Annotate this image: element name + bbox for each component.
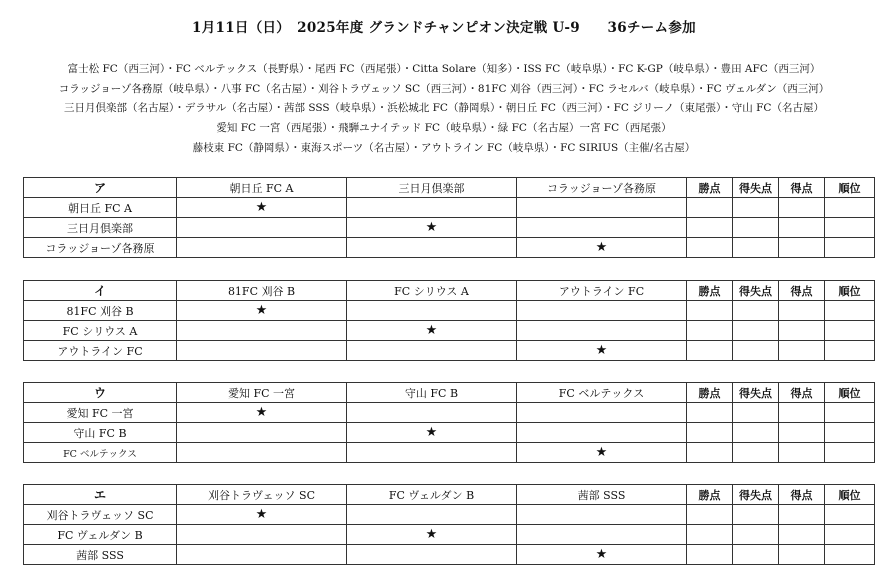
stat-cell (733, 403, 779, 423)
result-cell (347, 238, 517, 258)
result-cell (517, 525, 687, 545)
opponent-header: コラッジョーゾ各務原 (517, 178, 687, 198)
opponent-header: 愛知 FC 一宮 (177, 383, 347, 403)
self-match-star: ★ (347, 525, 517, 545)
group-header-row (24, 485, 875, 505)
stat-cell (687, 505, 733, 525)
self-match-star: ★ (177, 403, 347, 423)
team-name: FC シリウス A (24, 321, 177, 341)
stat-cell (825, 403, 875, 423)
result-cell (177, 341, 347, 361)
group-header-row (24, 178, 875, 198)
stat-cell (733, 321, 779, 341)
group-header-row (24, 383, 875, 403)
table-row (24, 545, 875, 565)
stat-cell (825, 321, 875, 341)
stat-cell (733, 545, 779, 565)
stat-cell (779, 238, 825, 258)
goal-difference-header: 得失点 (733, 178, 779, 198)
result-cell (177, 218, 347, 238)
result-cell (347, 198, 517, 218)
result-cell (347, 403, 517, 423)
stat-cell (733, 218, 779, 238)
result-cell (517, 505, 687, 525)
table-row (24, 301, 875, 321)
stat-cell (825, 218, 875, 238)
stat-cell (779, 341, 825, 361)
team-name: 守山 FC B (24, 423, 177, 443)
stat-cell (779, 545, 825, 565)
stat-cell (687, 403, 733, 423)
stat-cell (687, 545, 733, 565)
group-name: ウ (24, 383, 177, 403)
rank-header: 順位 (825, 281, 875, 301)
team-name: 朝日丘 FC A (24, 198, 177, 218)
stat-cell (825, 545, 875, 565)
table-row (24, 423, 875, 443)
result-cell (177, 238, 347, 258)
stat-cell (687, 341, 733, 361)
stat-cell (779, 525, 825, 545)
opponent-header: FC ヴェルダン B (347, 485, 517, 505)
opponent-header: 三日月倶楽部 (347, 178, 517, 198)
stat-cell (733, 423, 779, 443)
stat-cell (825, 423, 875, 443)
group-table-u (23, 382, 875, 463)
team-name: FC ベルテックス (24, 443, 177, 463)
rank-header: 順位 (825, 178, 875, 198)
stat-cell (779, 403, 825, 423)
stat-cell (779, 505, 825, 525)
result-cell (347, 341, 517, 361)
stat-cell (733, 341, 779, 361)
stat-cell (779, 218, 825, 238)
opponent-header: 守山 FC B (347, 383, 517, 403)
teams-line: コラッジョーゾ各務原（岐阜県）・八事 FC（名古屋）・刈谷トラヴェッソ SC（西三河）・81FC 刈谷（西三河）・FC ラセルバ（岐阜県）・FC ヴェルダン（西三河） (58, 82, 830, 95)
result-cell (517, 301, 687, 321)
group-name: イ (24, 281, 177, 301)
result-cell (517, 198, 687, 218)
team-name: 茜部 SSS (24, 545, 177, 565)
rank-header: 順位 (825, 383, 875, 403)
result-cell (347, 301, 517, 321)
self-match-star: ★ (347, 218, 517, 238)
goals-header: 得点 (779, 281, 825, 301)
group-table-i (23, 280, 875, 361)
opponent-header: 81FC 刈谷 B (177, 281, 347, 301)
table-row (24, 341, 875, 361)
table-row (24, 238, 875, 258)
self-match-star: ★ (347, 321, 517, 341)
result-cell (347, 443, 517, 463)
team-name: コラッジョーゾ各務原 (24, 238, 177, 258)
stat-cell (825, 341, 875, 361)
stat-cell (825, 301, 875, 321)
stat-cell (733, 301, 779, 321)
self-match-star: ★ (177, 198, 347, 218)
self-match-star: ★ (517, 341, 687, 361)
stat-cell (687, 198, 733, 218)
group-table-e (23, 484, 875, 565)
team-name: 三日月倶楽部 (24, 218, 177, 238)
goal-difference-header: 得失点 (733, 383, 779, 403)
self-match-star: ★ (177, 505, 347, 525)
group-name: エ (24, 485, 177, 505)
goals-header: 得点 (779, 485, 825, 505)
table-row (24, 218, 875, 238)
table-row (24, 403, 875, 423)
stat-cell (687, 301, 733, 321)
goals-header: 得点 (779, 178, 825, 198)
stat-cell (687, 443, 733, 463)
opponent-header: 刈谷トラヴェッソ SC (177, 485, 347, 505)
stat-cell (825, 525, 875, 545)
team-name: 刈谷トラヴェッソ SC (24, 505, 177, 525)
team-name: 81FC 刈谷 B (24, 301, 177, 321)
result-cell (517, 321, 687, 341)
table-row (24, 525, 875, 545)
result-cell (177, 321, 347, 341)
result-cell (517, 218, 687, 238)
stat-cell (733, 198, 779, 218)
result-cell (347, 505, 517, 525)
goal-difference-header: 得失点 (733, 485, 779, 505)
group-table-a (23, 177, 875, 258)
team-name: 愛知 FC 一宮 (24, 403, 177, 423)
team-name: アウトライン FC (24, 341, 177, 361)
table-row (24, 505, 875, 525)
stat-cell (687, 423, 733, 443)
participating-teams-list (0, 60, 888, 159)
stat-cell (779, 301, 825, 321)
stat-cell (687, 238, 733, 258)
stat-cell (687, 321, 733, 341)
self-match-star: ★ (517, 545, 687, 565)
self-match-star: ★ (517, 238, 687, 258)
stat-cell (779, 443, 825, 463)
stat-cell (733, 505, 779, 525)
table-row (24, 321, 875, 341)
opponent-header: FC ベルテックス (517, 383, 687, 403)
stat-cell (733, 525, 779, 545)
table-row (24, 443, 875, 463)
opponent-header: 朝日丘 FC A (177, 178, 347, 198)
points-header: 勝点 (687, 383, 733, 403)
result-cell (177, 423, 347, 443)
stat-cell (825, 443, 875, 463)
result-cell (517, 403, 687, 423)
stat-cell (733, 238, 779, 258)
stat-cell (825, 238, 875, 258)
team-name: FC ヴェルダン B (24, 525, 177, 545)
group-header-row (24, 281, 875, 301)
stat-cell (687, 218, 733, 238)
points-header: 勝点 (687, 281, 733, 301)
stat-cell (825, 198, 875, 218)
stat-cell (733, 443, 779, 463)
stat-cell (779, 321, 825, 341)
result-cell (347, 545, 517, 565)
self-match-star: ★ (347, 423, 517, 443)
goal-difference-header: 得失点 (733, 281, 779, 301)
rank-header: 順位 (825, 485, 875, 505)
points-header: 勝点 (687, 485, 733, 505)
page-title: 1月11日（日） 2025年度 グランドチャンピオン決定戦 U-9 36チーム参加 (192, 20, 696, 36)
opponent-header: 茜部 SSS (517, 485, 687, 505)
stat-cell (687, 525, 733, 545)
teams-line: 富士松 FC（西三河）・FC ベルテックス（長野県）・尾西 FC（西尾張）・Citta Solare（知多）・ISS FC（岐阜県）・FC K-GP（岐阜県）・豊田 AFC（西三河） (67, 63, 821, 75)
result-cell (177, 525, 347, 545)
stat-cell (779, 198, 825, 218)
stat-cell (779, 423, 825, 443)
stat-cell (825, 505, 875, 525)
teams-line: 愛知 FC 一宮（西尾張）・飛騨ユナイテッド FC（岐阜県）・緑 FC（名古屋）一宮 FC（西尾張） (216, 122, 672, 135)
table-row (24, 198, 875, 218)
teams-line: 藤枝東 FC（静岡県）・東海スポーツ（名古屋）・アウトライン FC（岐阜県）・FC SIRIUS（主催/名古屋） (192, 141, 696, 154)
goals-header: 得点 (779, 383, 825, 403)
result-cell (177, 443, 347, 463)
opponent-header: アウトライン FC (517, 281, 687, 301)
opponent-header: FC シリウス A (347, 281, 517, 301)
self-match-star: ★ (517, 443, 687, 463)
group-name: ア (24, 178, 177, 198)
teams-line: 三日月倶楽部（名古屋）・デラサル（名古屋）・茜部 SSS（岐阜県）・浜松城北 FC（静岡県）・朝日丘 FC（西三河）・FC ジリーノ（東尾張）・守山 FC（名古屋） (64, 102, 824, 115)
result-cell (177, 545, 347, 565)
self-match-star: ★ (177, 301, 347, 321)
result-cell (517, 423, 687, 443)
points-header: 勝点 (687, 178, 733, 198)
